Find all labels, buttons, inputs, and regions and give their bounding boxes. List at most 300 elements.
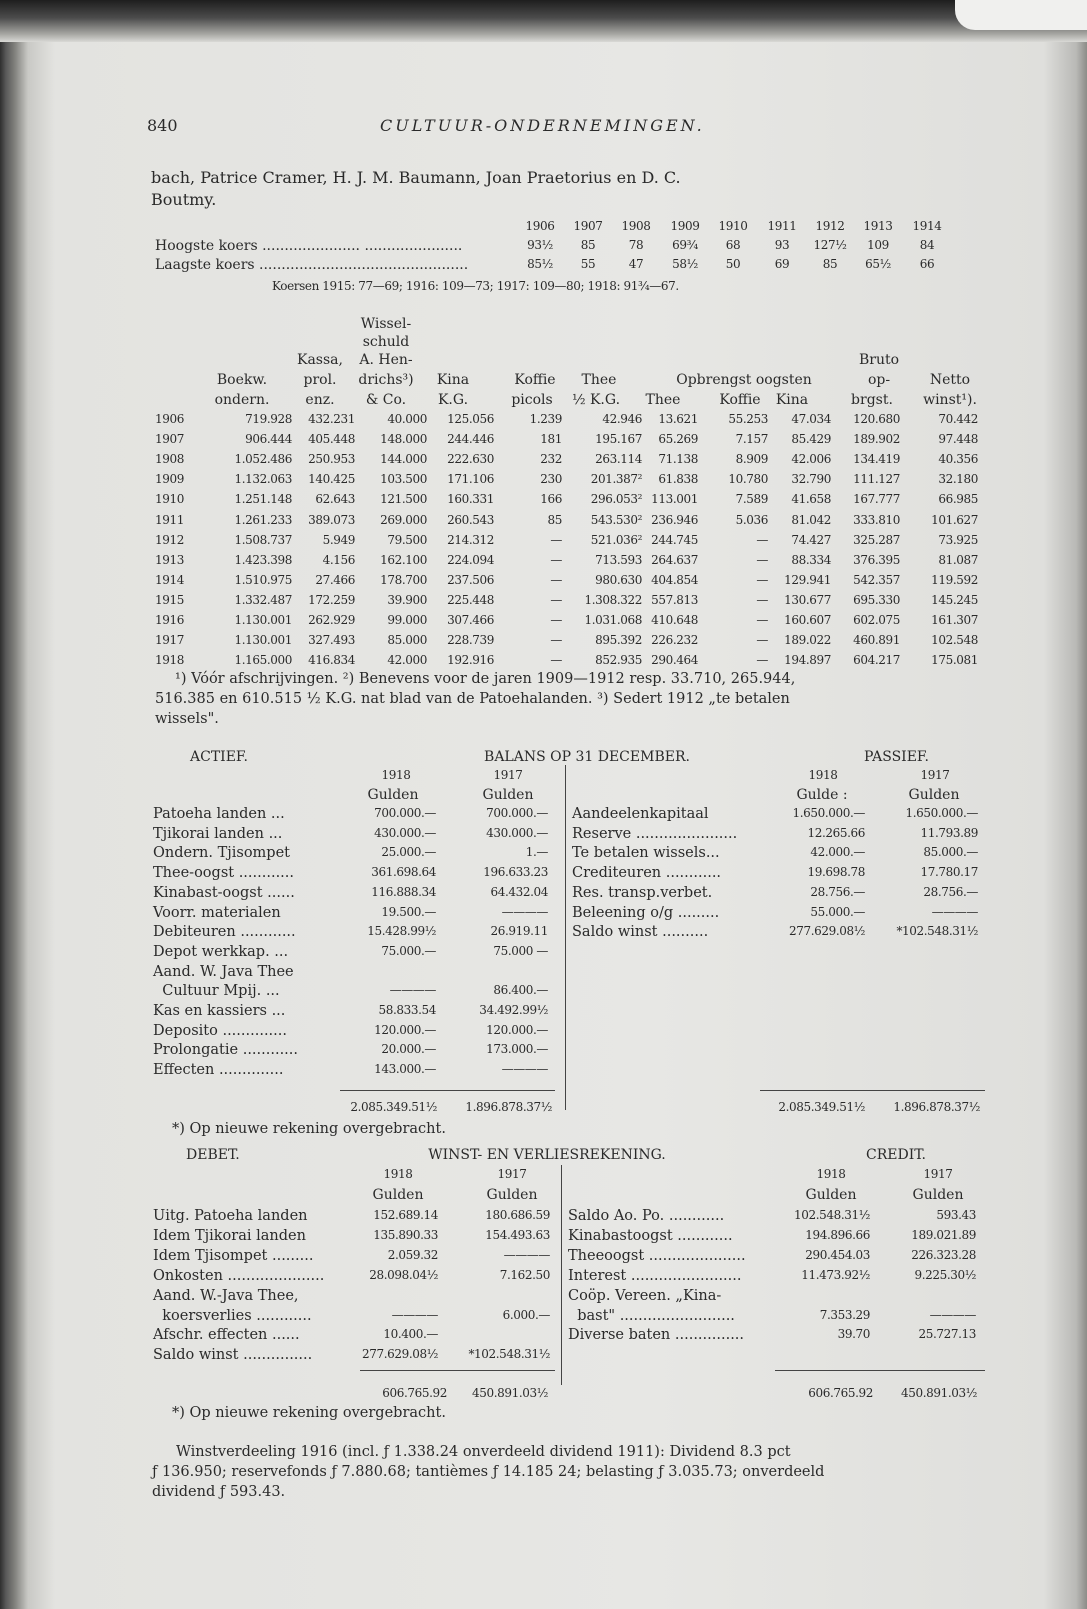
table-cell: 148.000 — [380, 432, 427, 447]
balans-total: 1.896.878.37½ — [893, 1100, 980, 1114]
header-koffie: Koffie — [514, 372, 556, 388]
table-cell: 290.464 — [651, 653, 698, 668]
winst-total: 450.891.03½ — [901, 1386, 977, 1400]
table-cell: 32.790 — [791, 472, 831, 487]
credit-row-value: 11.473.92½ — [801, 1267, 870, 1282]
table-cell: 71.138 — [658, 452, 698, 467]
table-cell: 161.307 — [931, 613, 978, 627]
actief-row-value: 196.633.23 — [483, 865, 548, 880]
koers-value: 66 — [919, 257, 935, 271]
table-cell: 195.167 — [595, 432, 642, 447]
table-cell: 405.448 — [308, 432, 355, 447]
credit-row-value: 189.021.89 — [911, 1227, 976, 1242]
table-cell: 226.232 — [651, 633, 698, 648]
scan-top-edge — [0, 0, 1087, 42]
credit-row-value: 226.323.28 — [911, 1247, 976, 1262]
running-title: CULTUUR-ONDERNEMINGEN. — [380, 116, 705, 135]
koers-year: 1910 — [718, 219, 748, 233]
table-cell: 73.925 — [938, 532, 978, 547]
koersen-note: Koersen 1915: 77—69; 1916: 109—73; 1917: 109—80; 1918: 91¾—67. — [272, 279, 679, 293]
table-year: 1914 — [155, 572, 184, 587]
actief-row-value: 143.000.— — [374, 1062, 436, 1077]
balans-year: 1917 — [920, 768, 950, 782]
debet-row-label: Uitg. Patoeha landen — [153, 1208, 308, 1224]
winst-year: 1918 — [383, 1167, 413, 1181]
table-cell: — — [550, 633, 562, 648]
passief-row-value: 1.650.000.— — [792, 806, 865, 820]
table-cell: 144.000 — [380, 452, 427, 467]
intro-line: Boutmy. — [151, 190, 217, 209]
winstverdeeling-line: dividend ƒ 593.43. — [152, 1484, 286, 1500]
winst-year: 1918 — [816, 1167, 846, 1181]
table-cell: 1.332.487 — [234, 592, 292, 607]
table-cell: 263.114 — [595, 452, 642, 467]
actief-row-value: 700.000.— — [486, 806, 548, 820]
header-netto: Netto — [929, 372, 971, 388]
actief-row-value: 86.400.— — [493, 983, 548, 998]
table-cell: 10.780 — [728, 472, 768, 487]
actief-row-value: 430.000.— — [374, 825, 436, 840]
koers-year: 1908 — [621, 219, 651, 233]
header-bruto: Bruto — [858, 352, 900, 368]
table-cell: 42.946 — [602, 412, 642, 426]
table-cell: 980.630 — [595, 572, 642, 587]
koers-value: 109 — [867, 238, 889, 252]
table-cell: 70.442 — [938, 412, 978, 426]
table-footnote: ¹) Vóór afschrijvingen. ²) Benevens voor de jaren 1909—1912 resp. 33.710, 265.944, — [175, 671, 796, 687]
table-cell: 1.251.148 — [234, 492, 292, 507]
passief-row-label: Saldo winst .......... — [572, 924, 709, 941]
koers-value: 69 — [774, 257, 790, 271]
table-cell: 852.935 — [595, 653, 642, 668]
winst-total: 606.765.92 — [382, 1386, 447, 1400]
credit-row-label: Interest ........................ — [568, 1267, 742, 1284]
passief-row-label: Crediteuren ............ — [572, 865, 722, 882]
table-cell: — — [550, 552, 562, 567]
table-cell: 4.156 — [322, 552, 355, 567]
balans-title: BALANS OP 31 DECEMBER. — [484, 749, 690, 765]
table-cell: 189.902 — [853, 432, 900, 447]
table-cell: 32.180 — [938, 472, 978, 487]
actief-row-value: ———— — [501, 904, 548, 919]
table-cell: 244.745 — [651, 532, 698, 547]
table-cell: 167.777 — [853, 492, 900, 507]
actief-row-label: Voorr. materialen — [153, 904, 281, 921]
table-year: 1916 — [155, 613, 184, 627]
header-boekw: ondern. — [214, 392, 270, 408]
table-cell: 79.500 — [387, 532, 427, 547]
actief-row-label: Ondern. Tjisompet — [153, 845, 290, 862]
balans-rule — [340, 1090, 555, 1091]
table-cell: 145.245 — [931, 592, 978, 607]
table-cell: 113.001 — [651, 492, 698, 507]
debet-row-label: Idem Tjisompet ......... — [153, 1247, 314, 1264]
table-cell: 201.387² — [590, 472, 642, 487]
table-cell: 1.052.486 — [234, 452, 292, 467]
debet-row-value: *102.548.31½ — [468, 1347, 550, 1362]
actief-row-value: 173.000.— — [486, 1042, 548, 1057]
winst-rule — [360, 1370, 555, 1371]
table-cell: 7.157 — [735, 432, 768, 447]
table-cell: 39.900 — [387, 592, 427, 607]
koers-value: 93½ — [527, 238, 553, 252]
header-kassa: prol. — [303, 372, 337, 388]
debet-row-label: Aand. W.-Java Thee, — [153, 1287, 299, 1304]
table-cell: 1.130.001 — [234, 633, 292, 648]
koers-value: 69¾ — [672, 238, 698, 252]
koers-year: 1911 — [767, 219, 797, 233]
table-year: 1906 — [155, 412, 184, 426]
table-cell: 88.334 — [791, 552, 831, 567]
header-opbrengst: Opbrengst oogsten — [676, 372, 812, 388]
winstverdeeling-line: ƒ 136.950; reservefonds ƒ 7.880.68; tantièmes ƒ 14.185 24; belasting ƒ 3.035.73; onverdeeld — [152, 1464, 825, 1480]
balans-unit: Gulden — [367, 787, 419, 803]
table-cell: 895.392 — [595, 633, 642, 648]
table-year: 1907 — [155, 432, 184, 447]
table-year: 1915 — [155, 592, 184, 607]
passief-row-value: *102.548.31½ — [896, 924, 978, 939]
table-cell: 40.000 — [387, 412, 427, 426]
table-cell: — — [756, 532, 768, 547]
credit-row-label: Kinabastoogst ............ — [568, 1227, 733, 1244]
header-kina: K.G. — [437, 392, 469, 408]
passief-row-value: ———— — [931, 904, 978, 919]
balans-note: *) Op nieuwe rekening overgebracht. — [172, 1121, 446, 1137]
table-cell: 129.941 — [784, 572, 831, 587]
credit-row-value: 290.454.03 — [805, 1247, 870, 1262]
table-cell: 85.000 — [387, 633, 427, 648]
credit-row-label: Diverse baten ............... — [568, 1327, 745, 1344]
table-cell: 296.053² — [590, 492, 642, 507]
passief-row-value: 55.000.— — [810, 904, 865, 919]
debet-row-label: Onkosten ..................... — [153, 1267, 325, 1284]
balans-total: 2.085.349.51½ — [778, 1100, 865, 1114]
actief-label: ACTIEF. — [190, 749, 248, 765]
table-cell: 542.357 — [853, 572, 900, 587]
table-cell: 906.444 — [245, 432, 292, 447]
actief-row-label: Patoeha landen ... — [153, 806, 285, 822]
table-cell: — — [756, 572, 768, 587]
debet-row-value: 2.059.32 — [387, 1247, 438, 1262]
credit-row-value: 593.43 — [936, 1208, 976, 1222]
winst-rule — [775, 1370, 985, 1371]
actief-row-value: 700.000.— — [374, 806, 436, 820]
koers-year: 1906 — [525, 219, 555, 233]
actief-row-value: 120.000.— — [374, 1022, 436, 1037]
passief-row-label: Beleening o/g ......... — [572, 904, 720, 921]
passief-row-label: Res. transp.verbet. — [572, 884, 713, 901]
table-cell: 47.034 — [791, 412, 831, 426]
credit-row-value: 7.353.29 — [819, 1307, 870, 1322]
debet-row-value: 6.000.— — [502, 1307, 550, 1322]
table-cell: 404.854 — [651, 572, 698, 587]
table-cell: 62.643 — [315, 492, 355, 507]
table-year: 1917 — [155, 633, 184, 648]
koers-label: Hoogste koers ...................... ...................... — [155, 238, 463, 254]
page-number: 840 — [147, 116, 178, 135]
table-cell: 162.100 — [380, 552, 427, 567]
table-cell: 55.253 — [728, 412, 768, 426]
table-cell: 543.530² — [590, 512, 642, 527]
table-cell: 119.592 — [931, 572, 978, 587]
header-bruto: op- — [867, 372, 891, 388]
debet-row-label: Saldo winst ............... — [153, 1347, 313, 1364]
table-cell: 376.395 — [853, 552, 900, 567]
table-cell: 101.627 — [931, 512, 978, 527]
actief-row-value: 58.833.54 — [378, 1003, 436, 1017]
debet-row-value: 152.689.14 — [373, 1208, 438, 1222]
table-cell: 604.217 — [853, 653, 900, 668]
table-cell: 120.680 — [853, 412, 900, 426]
header-opb-koffie: Koffie — [719, 392, 761, 408]
table-year: 1912 — [155, 532, 184, 547]
table-cell: 81.042 — [791, 512, 831, 527]
balans-unit: Gulden — [908, 787, 960, 803]
table-cell: 192.916 — [447, 653, 494, 668]
table-cell: 264.637 — [651, 552, 698, 567]
table-cell: 236.946 — [651, 512, 698, 527]
passief-label: PASSIEF. — [864, 749, 929, 765]
table-cell: 225.448 — [447, 592, 494, 607]
koers-value: 47 — [628, 257, 644, 271]
actief-row-label: Effecten .............. — [153, 1062, 284, 1079]
table-cell: 214.312 — [447, 532, 494, 547]
debet-row-label: koersverlies ............ — [153, 1307, 312, 1324]
passief-row-value: 42.000.— — [810, 845, 865, 860]
header-bruto: brgst. — [851, 392, 893, 408]
table-cell: 244.446 — [447, 432, 494, 447]
debet-row-value: 154.493.63 — [485, 1227, 550, 1242]
balans-unit: Gulde : — [796, 787, 848, 803]
balans-total: 2.085.349.51½ — [350, 1100, 437, 1114]
balans-year: 1918 — [381, 768, 411, 782]
actief-row-value: 19.500.— — [381, 904, 436, 919]
table-year: 1909 — [155, 472, 184, 487]
table-cell: 42.006 — [791, 452, 831, 467]
actief-row-value: 75.000 — — [493, 943, 548, 958]
header-kassa: enz. — [305, 392, 335, 408]
table-cell: 713.593 — [595, 552, 642, 567]
paper-tab — [955, 0, 1087, 30]
credit-row-value: 194.896.66 — [805, 1227, 870, 1242]
balans-year: 1918 — [808, 768, 838, 782]
actief-row-value: 116.888.34 — [371, 884, 436, 899]
table-cell: 99.000 — [387, 613, 427, 627]
actief-row-label: Cultuur Mpij. ... — [153, 983, 280, 1000]
table-cell: 194.897 — [784, 653, 831, 668]
koers-year: 1913 — [863, 219, 893, 233]
actief-row-label: Tjikorai landen ... — [153, 825, 283, 842]
table-cell: 175.081 — [931, 653, 978, 668]
credit-row-value: 9.225.30½ — [914, 1267, 976, 1282]
table-cell: 140.425 — [308, 472, 355, 487]
table-cell: 166 — [540, 492, 562, 507]
table-cell: 8.909 — [735, 452, 768, 467]
table-cell: 5.949 — [322, 532, 355, 547]
table-cell: — — [756, 592, 768, 607]
balans-unit: Gulden — [482, 787, 534, 803]
winst-title: WINST- EN VERLIESREKENING. — [428, 1147, 666, 1163]
passief-row-value: 85.000.— — [923, 845, 978, 860]
table-footnote: 516.385 en 610.515 ½ K.G. nat blad van de Patoehalanden. ³) Sedert 1912 „te betalen — [155, 691, 790, 707]
actief-row-label: Aand. W. Java Thee — [153, 963, 294, 980]
balans-year: 1917 — [493, 768, 523, 782]
table-cell: 602.075 — [853, 613, 900, 627]
debet-row-label: Afschr. effecten ...... — [153, 1327, 300, 1344]
table-cell: 695.330 — [853, 592, 900, 607]
table-cell: 389.073 — [308, 512, 355, 527]
koers-value: 58½ — [672, 257, 698, 271]
table-cell: 74.427 — [791, 532, 831, 547]
table-cell: 432.231 — [308, 412, 355, 426]
actief-row-label: Kinabast-oogst ...... — [153, 884, 295, 901]
header-opb-thee: Thee — [645, 392, 681, 408]
intro-line: bach, Patrice Cramer, H. J. M. Baumann, Joan Praetorius en D. C. — [151, 168, 681, 187]
credit-row-label: Coöp. Vereen. „Kina- — [568, 1287, 722, 1304]
passief-row-label: Reserve ...................... — [572, 825, 738, 842]
koers-value: 68 — [725, 238, 741, 252]
actief-row-value: 120.000.— — [486, 1022, 548, 1037]
table-cell: 557.813 — [651, 592, 698, 607]
debet-row-value: 28.098.04½ — [369, 1267, 438, 1282]
actief-row-value: 25.000.— — [381, 845, 436, 860]
winst-total: 450.891.03½ — [472, 1386, 548, 1400]
actief-row-label: Depot werkkap. ... — [153, 943, 289, 960]
table-cell: 232 — [540, 452, 562, 467]
table-cell: 228.739 — [447, 633, 494, 648]
table-cell: — — [756, 653, 768, 668]
table-cell: — — [550, 592, 562, 607]
table-cell: 178.700 — [380, 572, 427, 587]
table-cell: 1.510.975 — [234, 572, 292, 587]
actief-row-label: Deposito .............. — [153, 1022, 287, 1039]
table-cell: 111.127 — [853, 472, 900, 487]
winst-divider — [561, 1165, 562, 1385]
table-cell: 42.000 — [387, 653, 427, 668]
actief-row-value: 75.000.— — [381, 943, 436, 958]
table-cell: 27.466 — [315, 572, 355, 587]
table-cell: 1.239 — [529, 412, 562, 426]
credit-row-label: bast" ......................... — [568, 1307, 735, 1324]
balans-rule — [760, 1090, 985, 1091]
koers-value: 93 — [774, 238, 790, 252]
table-cell: 410.648 — [651, 613, 698, 627]
koers-value: 78 — [628, 238, 644, 252]
passief-row-value: 11.793.89 — [920, 825, 978, 840]
debet-row-value: ———— — [391, 1307, 438, 1322]
debet-row-value: 7.162.50 — [499, 1267, 550, 1282]
debet-row-value: 180.686.59 — [485, 1208, 550, 1222]
winst-unit: Gulden — [486, 1187, 538, 1203]
passief-row-value: 1.650.000.— — [905, 806, 978, 820]
table-cell: 85 — [547, 512, 562, 527]
table-cell: 250.953 — [308, 452, 355, 467]
table-cell: 1.165.000 — [234, 653, 292, 668]
actief-row-value: 15.428.99½ — [367, 924, 436, 939]
winst-unit: Gulden — [912, 1187, 964, 1203]
actief-row-value: 1.— — [525, 845, 548, 860]
winst-unit: Gulden — [805, 1187, 857, 1203]
header-kassa: Kassa, — [297, 352, 343, 368]
table-cell: 230 — [540, 472, 562, 487]
table-cell: 189.022 — [784, 633, 831, 648]
koers-value: 85½ — [527, 257, 553, 271]
koers-year: 1914 — [912, 219, 942, 233]
header-thee: Thee — [581, 372, 617, 388]
koers-value: 50 — [725, 257, 741, 271]
table-cell: 160.607 — [784, 613, 831, 627]
koers-label: Laagste koers ............................................... — [155, 257, 469, 273]
table-cell: — — [756, 633, 768, 648]
actief-row-value: 430.000.— — [486, 825, 548, 840]
debet-row-value: 10.400.— — [383, 1327, 438, 1342]
actief-row-value: ———— — [501, 1062, 548, 1077]
table-cell: 1.508.737 — [234, 532, 292, 547]
table-cell: 181 — [540, 432, 562, 447]
debet-row-value: 277.629.08½ — [362, 1347, 438, 1362]
table-cell: 172.259 — [308, 592, 355, 607]
actief-row-value: 64.432.04 — [490, 884, 548, 899]
passief-row-value: 12.265.66 — [807, 825, 865, 840]
table-cell: 7.589 — [735, 492, 768, 507]
credit-label: CREDIT. — [866, 1147, 926, 1163]
table-cell: 103.500 — [380, 472, 427, 487]
winstverdeeling-line: Winstverdeeling 1916 (incl. ƒ 1.338.24 onverdeeld dividend 1911): Dividend 8.3 pct — [176, 1444, 791, 1460]
actief-row-label: Kas en kassiers ... — [153, 1003, 286, 1019]
header-wissel: Wissel- — [360, 316, 412, 332]
koers-value: 85 — [580, 238, 596, 252]
table-cell: 121.500 — [380, 492, 427, 507]
header-wissel: schuld — [362, 334, 410, 350]
table-cell: 134.419 — [853, 452, 900, 467]
table-year: 1911 — [155, 512, 184, 527]
koers-value: 85 — [822, 257, 838, 271]
actief-row-value: 34.492.99½ — [479, 1003, 548, 1017]
table-cell: 125.056 — [447, 412, 494, 426]
passief-row-value: 277.629.08½ — [789, 924, 865, 939]
actief-row-label: Debiteuren ............ — [153, 924, 296, 941]
table-cell: 224.094 — [447, 552, 494, 567]
credit-row-value: ———— — [929, 1307, 976, 1322]
balans-divider — [565, 765, 566, 1110]
actief-row-value: 26.919.11 — [490, 924, 548, 939]
balans-total: 1.896.878.37½ — [465, 1100, 552, 1114]
passief-row-value: 19.698.78 — [807, 865, 865, 880]
table-cell: 416.834 — [308, 653, 355, 668]
koers-value: 65½ — [865, 257, 891, 271]
koers-year: 1907 — [573, 219, 603, 233]
table-cell: 5.036 — [735, 512, 768, 527]
header-thee: ½ K.G. — [571, 392, 621, 408]
debet-row-value: 135.890.33 — [373, 1227, 438, 1242]
table-cell: 307.466 — [447, 613, 494, 627]
table-cell: 325.287 — [853, 532, 900, 547]
header-netto: winst¹). — [923, 392, 977, 408]
winst-unit: Gulden — [372, 1187, 424, 1203]
table-cell: — — [550, 532, 562, 547]
table-cell: 1.031.068 — [584, 613, 642, 627]
header-wissel: drichs³) — [358, 372, 414, 388]
actief-row-value: 361.698.64 — [371, 865, 436, 880]
koers-value: 55 — [580, 257, 596, 271]
table-cell: — — [550, 653, 562, 668]
debet-row-label: Idem Tjikorai landen — [153, 1227, 306, 1244]
table-cell: 521.036² — [590, 532, 642, 547]
table-cell: 81.087 — [938, 552, 978, 567]
actief-row-value: 20.000.— — [381, 1042, 436, 1057]
table-cell: — — [756, 613, 768, 627]
credit-row-label: Theeoogst ..................... — [568, 1247, 746, 1264]
